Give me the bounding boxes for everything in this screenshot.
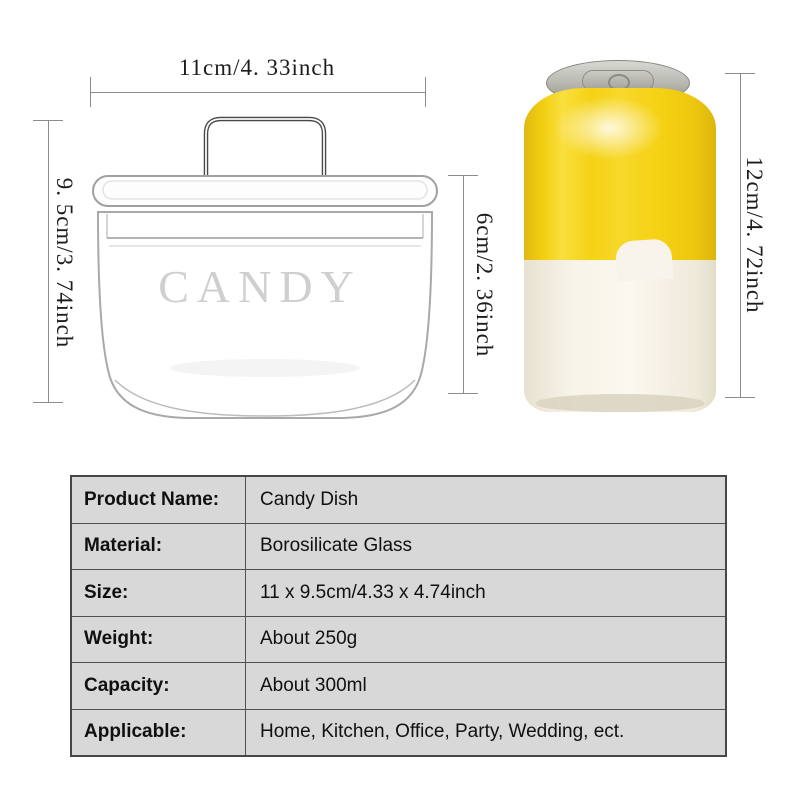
dim-width-line (90, 92, 425, 93)
dim-width-tick-right (425, 77, 426, 107)
dim-width-tick-left (90, 77, 91, 107)
dish-engraving: CANDY (158, 261, 362, 312)
spec-row-size (72, 569, 725, 616)
dim-depth-cap-bottom (448, 393, 478, 394)
spec-row-applicable (72, 709, 725, 756)
dim-height-line (48, 120, 49, 402)
can-gloss-highlight (554, 96, 664, 160)
soda-can-image (520, 58, 720, 414)
dish-lid (93, 176, 437, 206)
spec-value: About 250g (260, 628, 358, 650)
spec-table (70, 475, 727, 757)
dim-depth-line (463, 175, 464, 393)
spec-value: Home, Kitchen, Office, Party, Wedding, ect. (260, 721, 625, 743)
spec-value: 11 x 9.5cm/4.33 x 4.74inch (260, 581, 486, 603)
spec-row-weight (72, 616, 725, 663)
dim-height-cap-top (33, 120, 63, 121)
spec-label: Applicable: (72, 710, 246, 756)
dim-can-height-cap-bottom (725, 397, 755, 398)
dim-width-label: 11cm/4. 33inch (178, 55, 336, 80)
can-white-band (524, 260, 716, 412)
dim-can-height-label: 12cm/4. 72inch (742, 156, 767, 314)
dim-depth-label: 6cm/2. 36inch (472, 212, 497, 358)
spec-label: Material: (72, 524, 246, 570)
dish-body (98, 212, 432, 418)
dim-height-cap-bottom (33, 402, 63, 403)
spec-row-material (72, 523, 725, 570)
spec-row-capacity (72, 662, 725, 709)
spec-value: Candy Dish (260, 488, 359, 510)
dim-can-height-cap-top (725, 73, 755, 74)
spec-label: Weight: (72, 617, 246, 663)
can-bottom-rim (536, 394, 704, 412)
spec-value: Borosilicate Glass (260, 535, 413, 557)
can-body (524, 88, 716, 412)
spec-label: Capacity: (72, 663, 246, 709)
spec-row-product-name (72, 477, 725, 523)
dim-depth-cap-top (448, 175, 478, 176)
spec-label: Product Name: (72, 477, 246, 523)
spec-label: Size: (72, 570, 246, 616)
can-bump (615, 238, 674, 282)
dish-handle (206, 119, 324, 176)
spec-value: About 300ml (260, 674, 367, 696)
dim-height-label: 9. 5cm/3. 74inch (52, 177, 77, 349)
